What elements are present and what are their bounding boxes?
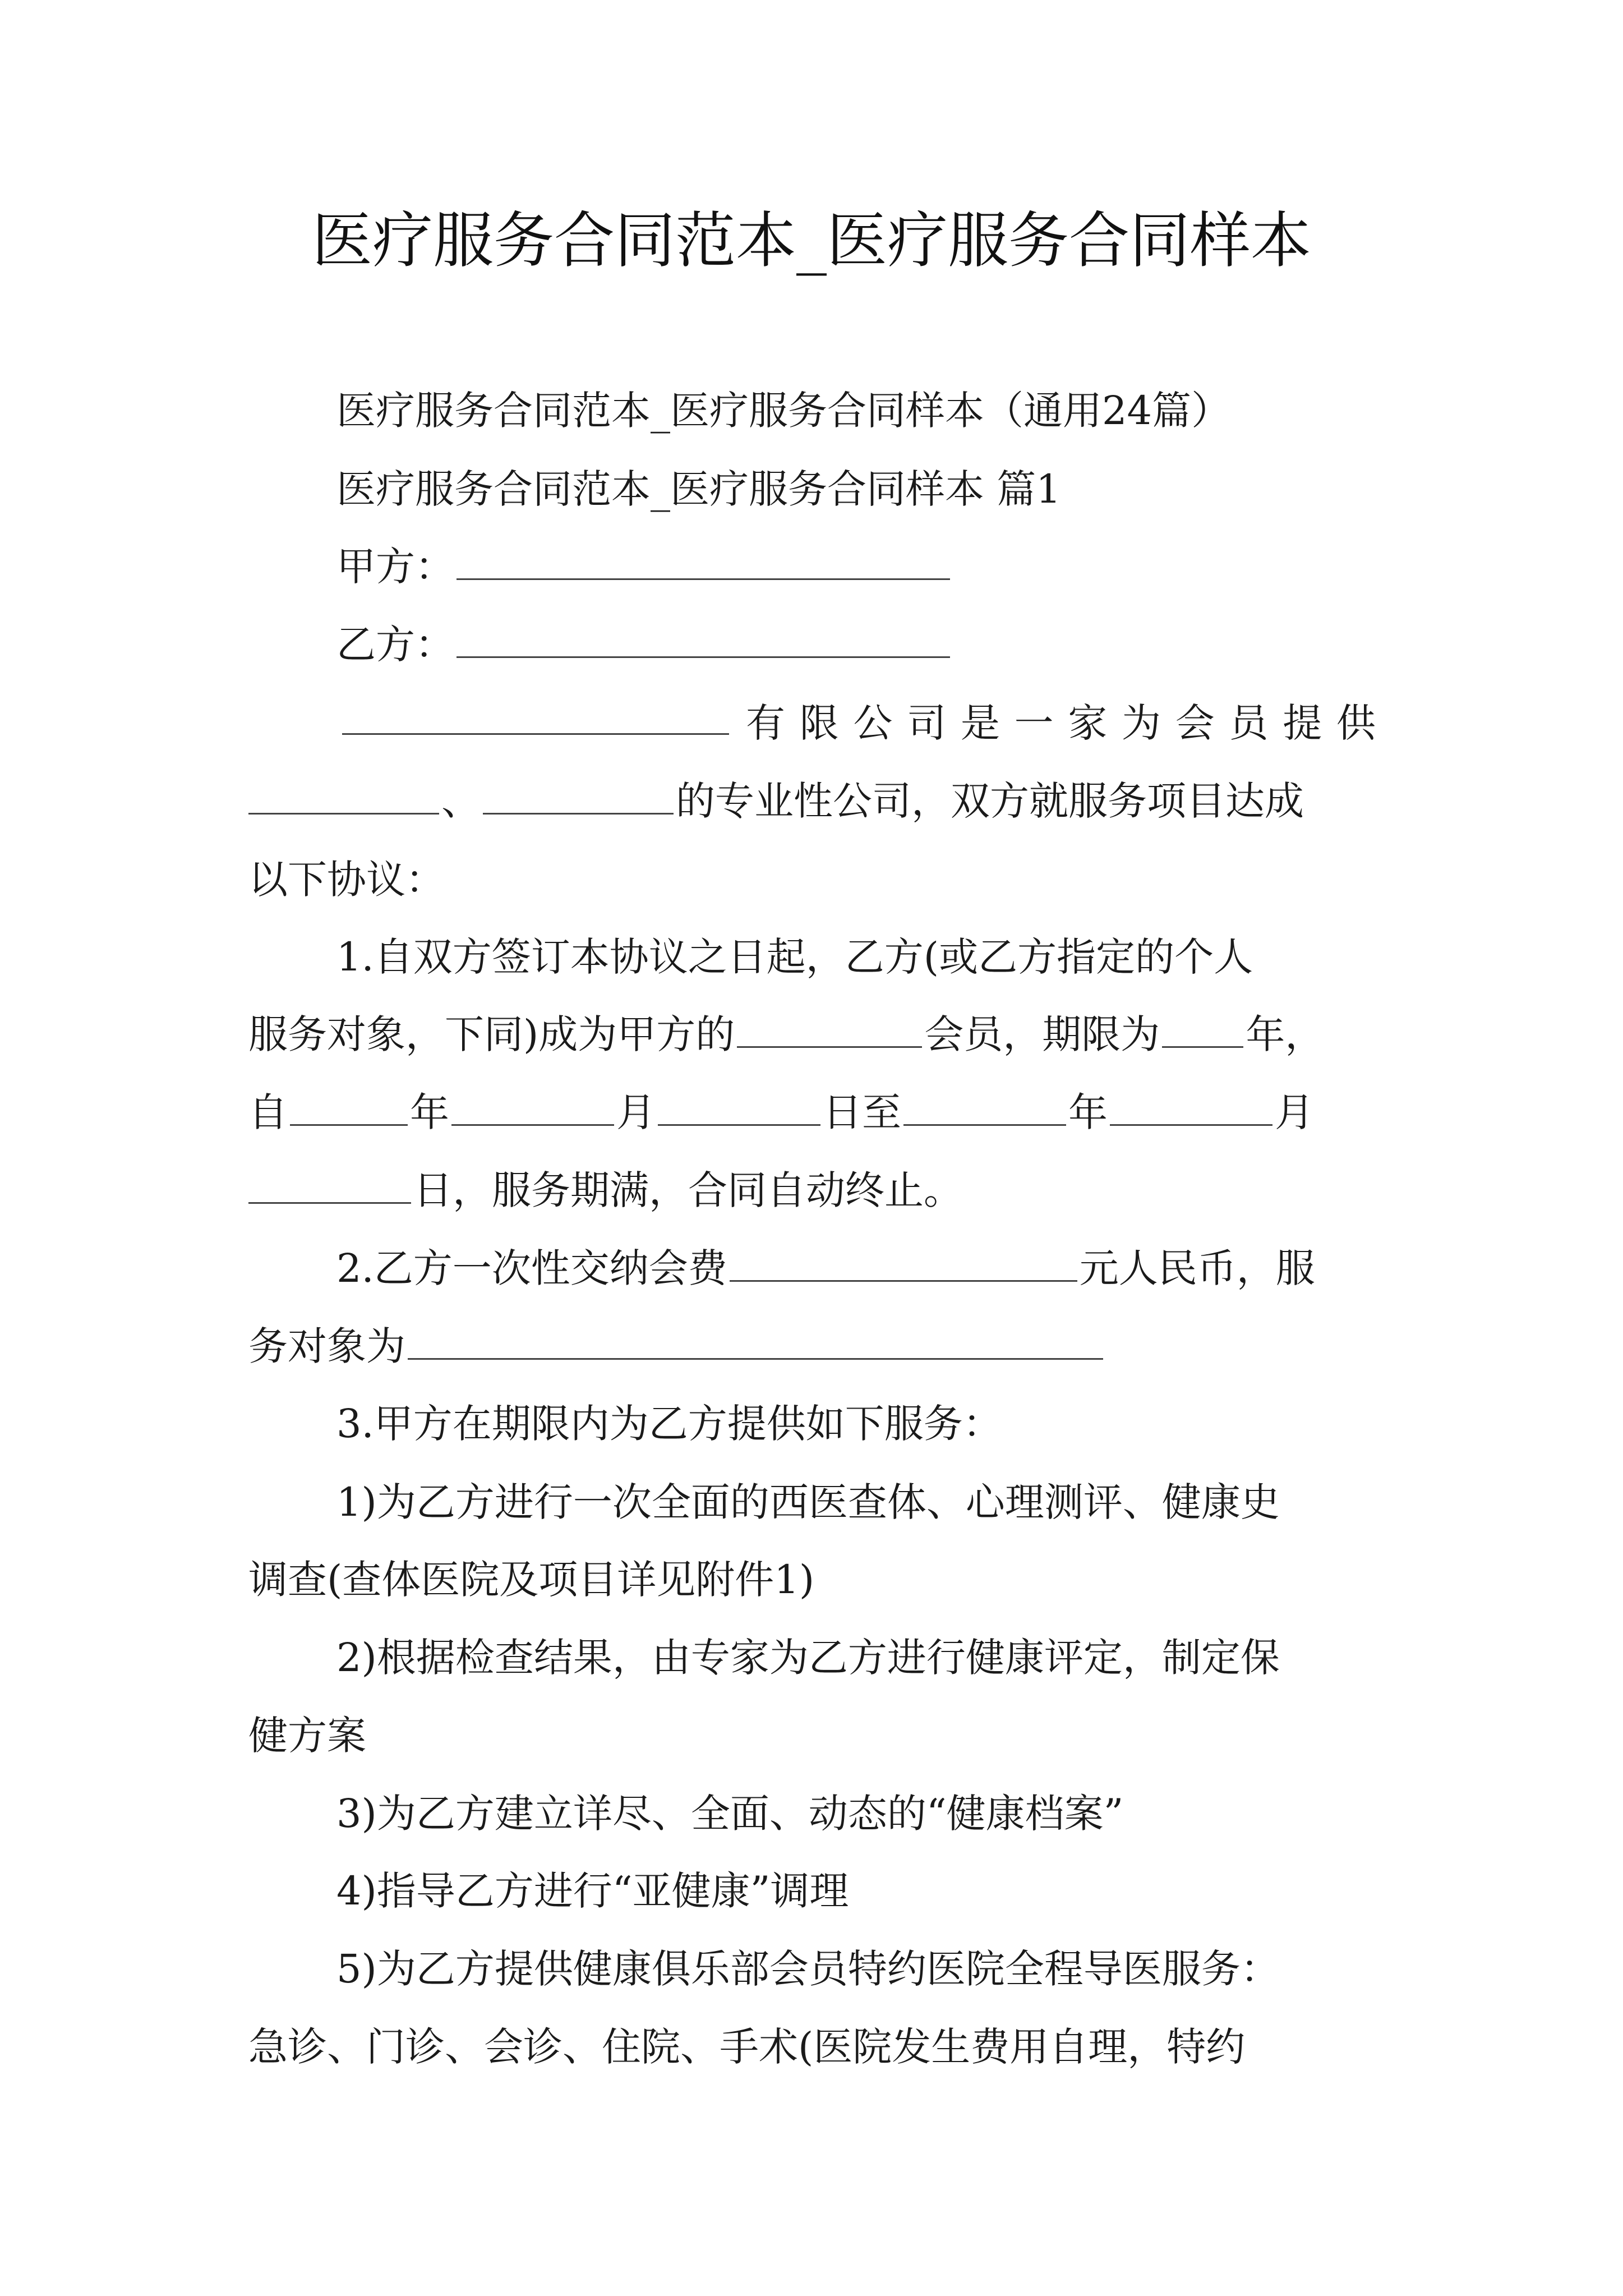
document-title: 医疗服务合同范本_医疗服务合同样本 xyxy=(311,206,1311,276)
clause-1-line-1: 1.自双方签订本协议之日起，乙方(或乙方指定的个人 xyxy=(336,934,1253,980)
term-years-blank xyxy=(1162,1009,1243,1048)
party-a-line xyxy=(336,540,1458,593)
intro-char: 司 xyxy=(907,700,947,746)
clause-2-text-c: 务对象为 xyxy=(248,1323,405,1369)
intro-char: 一 xyxy=(1014,700,1054,746)
section-heading: 医疗服务合同范本_医疗服务合同样本 篇1 xyxy=(336,466,1061,512)
date-word-year-2: 年 xyxy=(1068,1089,1108,1135)
clause-1-text-a: 服务对象，下同)成为甲方的 xyxy=(248,1011,735,1057)
company-blank xyxy=(342,696,729,735)
clause-2-text-a: 2.乙方一次性交纳会费 xyxy=(336,1245,727,1291)
clause-1-line-4 xyxy=(248,1163,1370,1217)
item-3: 3)为乙方建立详尽、全面、动态的“健康档案” xyxy=(336,1791,1124,1837)
intro-char: 限 xyxy=(799,700,839,746)
item-1-line-2: 调查(查体医院及项目详见附件1) xyxy=(248,1557,815,1603)
clause-2-text-b: 元人民币，服 xyxy=(1079,1245,1315,1291)
item-2-line-2: 健方案 xyxy=(248,1713,366,1759)
start-month-blank xyxy=(451,1087,614,1126)
intro-line-2 xyxy=(248,774,1370,828)
start-year-blank xyxy=(290,1087,408,1126)
item-5-line-1: 5)为乙方提供健康俱乐部会员特约医院全程导医服务： xyxy=(336,1946,1280,1992)
clause-2-line-1 xyxy=(336,1241,1458,1295)
item-2-line-1: 2)根据检查结果，由专家为乙方进行健康评定，制定保 xyxy=(336,1635,1280,1681)
fee-amount-blank xyxy=(730,1243,1077,1282)
intro-char: 家 xyxy=(1068,700,1108,746)
intro-char: 为 xyxy=(1122,700,1161,746)
date-word-month-2: 月 xyxy=(1275,1089,1314,1135)
intro-char: 提 xyxy=(1283,700,1322,746)
intro-line-3: 以下协议： xyxy=(248,857,445,903)
party-a-blank xyxy=(457,541,950,580)
date-word-day-to: 日至 xyxy=(823,1089,901,1135)
intro-char: 是 xyxy=(960,700,1000,746)
clause-3: 3.甲方在期限内为乙方提供如下服务： xyxy=(336,1401,1002,1447)
end-year-blank xyxy=(903,1087,1066,1126)
clause-2-line-2 xyxy=(248,1319,1370,1373)
date-word-from: 自 xyxy=(248,1089,288,1135)
intro-char: 供 xyxy=(1336,700,1376,746)
clause-1-line-4-text: 日，服务期满，合同自动终止。 xyxy=(413,1167,963,1213)
document-subtitle: 医疗服务合同范本_医疗服务合同样本（通用24篇） xyxy=(336,388,1231,434)
start-day-blank xyxy=(658,1087,820,1126)
clause-1-line-2 xyxy=(248,1007,1370,1061)
intro-char: 员 xyxy=(1229,700,1269,746)
end-month-blank xyxy=(1110,1087,1272,1126)
intro-separator: 、 xyxy=(441,778,481,824)
party-b-line xyxy=(336,618,1458,671)
clause-1-text-c: 年， xyxy=(1246,1011,1325,1057)
intro-char: 有 xyxy=(746,700,785,746)
clause-1-text-b: 会员，期限为 xyxy=(924,1011,1160,1057)
clause-1-line-3 xyxy=(248,1085,1370,1139)
party-b-blank xyxy=(457,619,950,658)
intro-char: 公 xyxy=(853,700,893,746)
party-a-label: 甲方： xyxy=(336,544,454,590)
item-1-line-1: 1)为乙方进行一次全面的西医查体、心理测评、健康史 xyxy=(336,1479,1280,1525)
end-day-blank xyxy=(248,1165,411,1204)
party-b-label: 乙方： xyxy=(336,622,454,668)
date-word-year-1: 年 xyxy=(410,1089,449,1135)
membership-type-blank xyxy=(737,1009,922,1048)
service-object-blank xyxy=(408,1321,1103,1360)
intro-line-1 xyxy=(342,696,1376,750)
date-word-month-1: 月 xyxy=(616,1089,656,1135)
item-5-line-2: 急诊、门诊、会诊、住院、手术(医院发生费用自理，特约 xyxy=(248,2024,1246,2070)
intro-char: 会 xyxy=(1175,700,1215,746)
intro-line-2-text: 的专业性公司，双方就服务项目达成 xyxy=(676,778,1304,824)
item-4: 4)指导乙方进行“亚健康”调理 xyxy=(336,1868,849,1914)
intro-line-1-text xyxy=(746,696,1376,750)
service-blank-2 xyxy=(483,776,674,815)
service-blank-1 xyxy=(248,776,439,815)
